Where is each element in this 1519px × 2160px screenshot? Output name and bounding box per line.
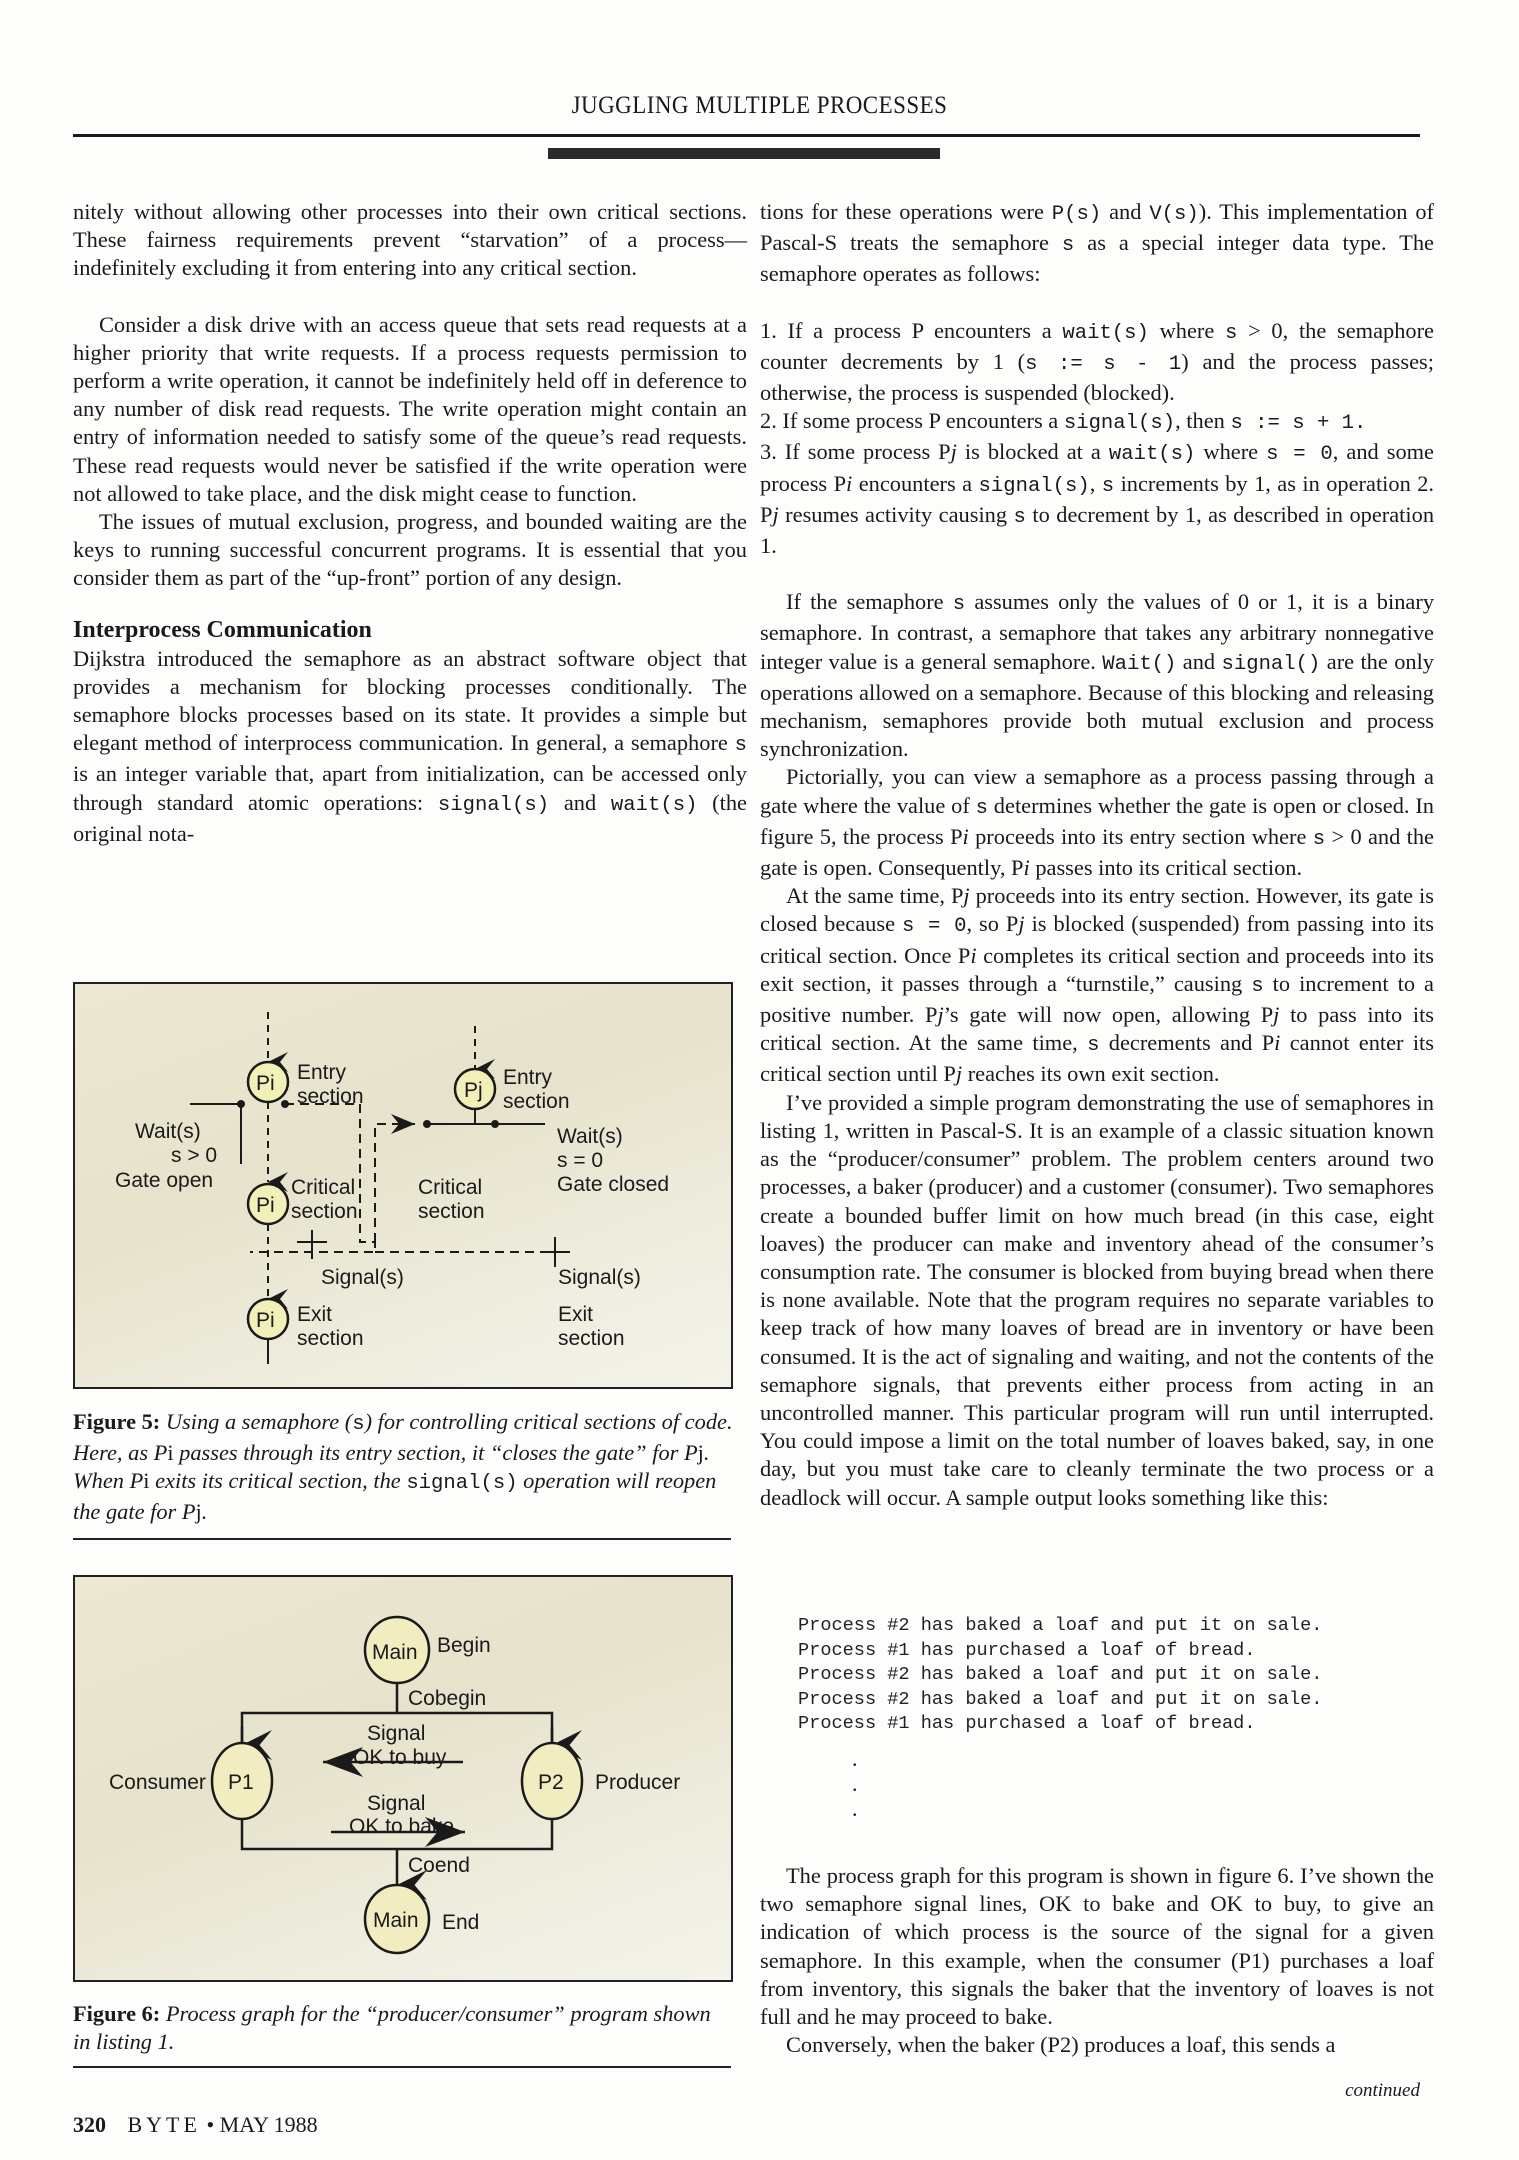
process-graph: [75, 1577, 731, 1980]
ellipsis-dot: .: [852, 1771, 858, 1796]
paragraph: At the same time, Pj proceeds into its entry section. However, its gate is closed because s = 0, so Pj is blocked (suspended) from passing into its critical section. Once Pi completes its critical section and proceeds into its exit section, it passes through a “turnstile,” causing s to increment to a positive number. Pj’s gate will now open, allowing Pj to pass into its critical section. At the same time, s decrements and Pi cannot enter its critical section until Pj reaches its own exit section.: [760, 883, 1435, 1087]
ellipsis-dot: .: [852, 1796, 858, 1821]
paragraph: Conversely, when the baker (P2) produces a loaf, this sends a: [786, 2032, 1336, 2058]
figure-5-diagram: [73, 982, 733, 1389]
node-p1: P1: [228, 1771, 254, 1794]
label-entry: Entry: [297, 1061, 347, 1084]
section-heading: Interprocess Communication: [73, 616, 372, 643]
left-column: [73, 198, 747, 848]
label-wait-left: Wait(s): [135, 1120, 201, 1143]
label-section: section: [297, 1085, 364, 1108]
paragraph: I’ve provided a simple program demonstrating the use of semaphores in listing 1, written in Pascal-S. It is an example of a classic situation known as the “producer/consumer” problem. The problem centers around two processes, a baker (producer) and a customer (consumer). Two semaphores create a bounded buffer limit on how much bread (in this case, eight loaves) the producer can make and inventory ahead of the consumer’s consumption rate. The consumer is blocked from buying bread when there is none available. Note that the program requires no separate variables to keep track of how many loaves of bread are in inventory or have been consumed. It is the act of signaling and waiting, and not the contents of the semaphore signals, that prevents either process from acting in an uncontrolled manner. This particular program will run until interrupted. You could impose a limit on the total number of loaves baked, say, in one day, but you must take care to cleanly terminate the two process or a deadlock will occur. A sample output looks something like this:: [760, 1089, 1434, 1510]
label-pj-critical-section: section: [418, 1200, 485, 1223]
label-consumer: Consumer: [109, 1771, 206, 1794]
label-pj-exit-section: section: [558, 1327, 625, 1350]
label-cobegin: Cobegin: [408, 1687, 487, 1710]
node-main-end: Main: [373, 1909, 419, 1932]
node-main-begin: Main: [372, 1641, 418, 1664]
caption-rule: [73, 1538, 731, 1540]
header-bar: [548, 148, 940, 159]
page-number: 320: [73, 2112, 106, 2137]
paragraph: The process graph for this program is shown in figure 6. I’ve shown the two semaphore signal lines, OK to bake and OK to buy, to give an indication of which process is the source of the signal for a given semaphore. In this example, when the consumer (P1) purchases a loaf from inventory, this signals the baker that the inventory of loaves is not full and he may proceed to bake.: [760, 1863, 1434, 2030]
label-pj-critical: Critical: [418, 1176, 483, 1199]
label-signal-bake: Signal: [367, 1792, 426, 1815]
right-column-bottom: [760, 1862, 1434, 2059]
ellipsis-dot: .: [852, 1746, 858, 1771]
label-s-gt-0: s > 0: [171, 1144, 218, 1167]
paragraph: Pictorially, you can view a semaphore as a process passing through a gate where the value of s determines whether the gate is open or closed. In figure 5, the process Pi proceeds into its entry section where s > 0 and the gate is open. Consequently, Pi passes into its critical section.: [760, 764, 1434, 881]
label-pj-section: section: [503, 1090, 570, 1113]
node-pi-exit: Pi: [256, 1309, 275, 1332]
footer-separator: •: [206, 2112, 215, 2137]
magazine-name: BYTE: [127, 2112, 201, 2137]
label-pj-entry: Entry: [503, 1066, 553, 1089]
label-exit: Exit: [297, 1303, 333, 1326]
list-item: 3. If some process Pj is blocked at a wait(s) where s = 0, and some process Pi encounters a signal(s), s increments by 1, as in operation 2. Pj resumes activity causing s to decrement by 1, as described in operation 1.: [760, 439, 1435, 559]
header-rule: [73, 134, 1420, 137]
list-item: 2. If some process P encounters a signal(s), then s := s + 1.: [760, 408, 1367, 436]
label-gate-closed: Gate closed: [557, 1173, 670, 1196]
label-signal-right: Signal(s): [558, 1266, 641, 1289]
node-pi-entry: Pi: [256, 1072, 275, 1095]
label-end: End: [442, 1911, 480, 1934]
label-critical: Critical: [291, 1176, 356, 1199]
label-gate-open: Gate open: [115, 1169, 214, 1192]
label-begin: Begin: [437, 1634, 491, 1657]
label-ok-to-bake: OK to bake: [349, 1815, 455, 1838]
figure-6-caption: Figure 6: Process graph for the “producer/consumer” program shown in listing 1.: [73, 2001, 711, 2054]
label-wait-right: Wait(s): [557, 1125, 623, 1148]
node-pi-critical: Pi: [256, 1194, 275, 1217]
right-column: [760, 198, 1434, 1512]
label-pj-exit: Exit: [558, 1303, 594, 1326]
node-pj-entry: Pj: [464, 1079, 483, 1102]
label-s-eq-0: s = 0: [557, 1149, 604, 1172]
label-signal-buy: Signal: [367, 1722, 426, 1745]
running-head: JUGGLING MULTIPLE PROCESSES: [571, 92, 948, 119]
label-producer: Producer: [595, 1771, 681, 1794]
label-coend: Coend: [408, 1854, 470, 1877]
paragraph: The issues of mutual exclusion, progress, and bounded waiting are the keys to running successful concurrent programs. It is essential that you consider them as part of the “up-front” portion of any design.: [73, 509, 747, 591]
list-item: 1. If a process P encounters a wait(s) where s > 0, the semaphore counter decrements by 1 (s := s - 1) and the process passes; otherwise, the process is suspended (blocked).: [760, 317, 1434, 406]
paragraph: If the semaphore s assumes only the values of 0 or 1, it is a binary semaphore. In contrast, a semaphore that takes any arbitrary nonnegative integer value is a general semaphore. Wait() and signal() are the only operations allowed on a semaphore. Because of this blocking and releasing mechanism, semaphores provide both mutual exclusion and process synchronization.: [760, 589, 1435, 762]
continued-label: continued: [1345, 2080, 1420, 2101]
label-ok-to-buy: OK to buy: [353, 1746, 447, 1769]
page-footer: [73, 2112, 318, 2138]
caption-rule: [73, 2066, 731, 2068]
label-exit-section: section: [297, 1327, 364, 1350]
paragraph: tions for these operations were P(s) and V(s)). This implementation of Pascal-S treats the semaphore s as a special integer data type. The semaphore operates as follows:: [760, 199, 1435, 287]
paragraph: Consider a disk drive with an access queue that sets read requests at a higher priority that write requests. If a process requests permission to perform a write operation, it cannot be indefinitely held off in deference to any number of disk read requests. The write operation might contain an entry of information needed to satisfy some of the queue’s read requests. These read requests would never be satisfied if the write operation were not allowed to take place, and the disk might cease to function.: [73, 311, 747, 506]
label-critical-section: section: [291, 1200, 358, 1223]
figure-6-diagram: [73, 1575, 733, 1982]
label-signal-left: Signal(s): [321, 1266, 404, 1289]
paragraph: nitely without allowing other processes into their own critical sections. These fairness requirements prevent “starvation” of a process—indefinitely excluding it from entering into any critical section.: [73, 199, 747, 281]
figure-5-caption: Figure 5: Using a semaphore (s) for controlling critical sections of code. Here, as Pi passes through its entry section, it “closes the gate” for Pj. When Pi exits its critical section, the signal(s) operation will reopen the gate for Pj.: [73, 1409, 733, 1524]
sample-output: Process #2 has baked a loaf and put it on sale. Process #1 has purchased a loaf of bread. Process #2 has baked a loaf and put it on sale. Process #2 has baked a loaf and put it on sale. Process #1 has purchased a loaf of bread.: [798, 1615, 1323, 1734]
semaphore-diagram: [75, 984, 731, 1387]
node-p2: P2: [538, 1771, 564, 1794]
issue-date: MAY 1988: [219, 2112, 318, 2137]
paragraph: Dijkstra introduced the semaphore as an abstract software object that provides a mechanism for blocking processes conditionally. The semaphore blocks processes based on its state. It provides a simple but elegant method of interprocess communication. In general, a semaphore s is an integer variable that, apart from initialization, can be accessed only through standard atomic operations: signal(s) and wait(s) (the original nota-: [73, 645, 747, 846]
